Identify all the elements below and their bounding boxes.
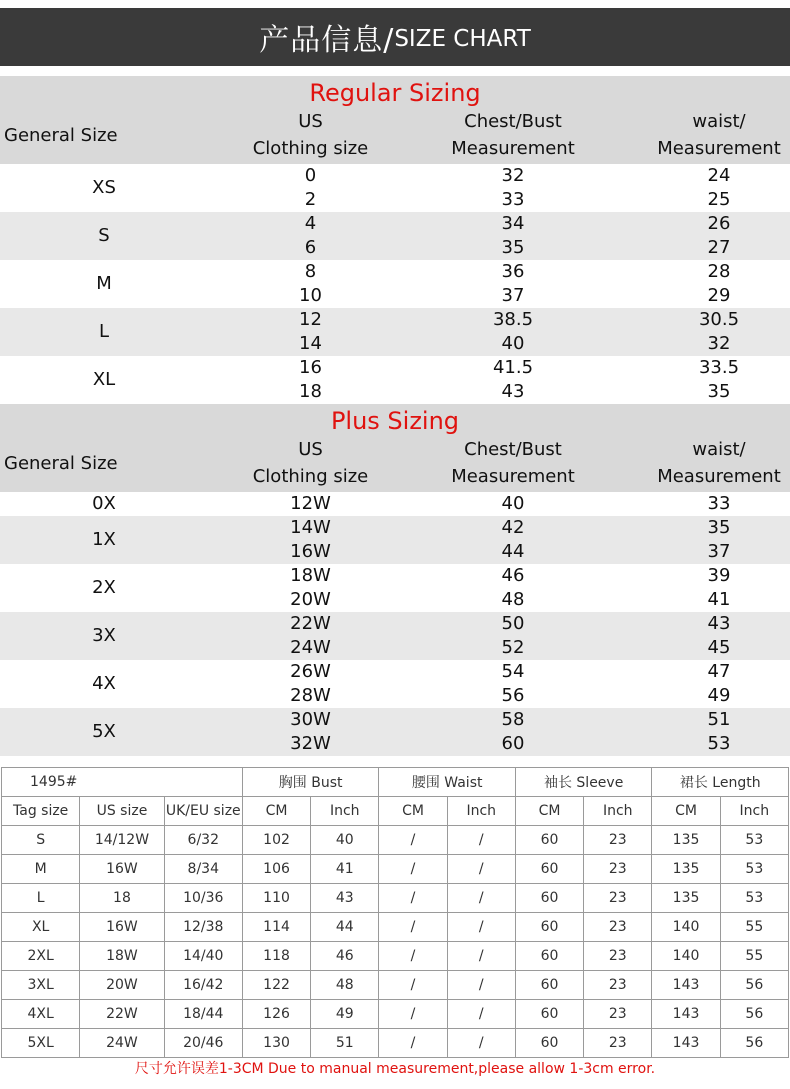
- header-waist-measurement: Measurement: [657, 138, 781, 159]
- table-cell: 106: [242, 855, 310, 884]
- table-cell: /: [379, 942, 447, 971]
- us-size-cell: 12: [299, 309, 322, 330]
- general-size-label: S: [98, 225, 110, 246]
- table-cell: 20W: [80, 971, 164, 1000]
- table-cell: L: [2, 884, 80, 913]
- waist-cell: 49: [707, 685, 731, 706]
- table-cell: /: [447, 855, 515, 884]
- table-cell: 60: [515, 913, 583, 942]
- table-row: [2, 826, 789, 855]
- table-row: [2, 855, 789, 884]
- chest-cell: 56: [501, 685, 525, 706]
- table-cell: 130: [242, 1029, 310, 1058]
- table-cell: /: [379, 1029, 447, 1058]
- column-header: CM: [379, 797, 447, 826]
- table-cell: 23: [584, 855, 652, 884]
- table-cell: 53: [720, 855, 788, 884]
- table-cell: 3XL: [2, 971, 80, 1000]
- table-cell: 55: [720, 942, 788, 971]
- table-cell: 60: [515, 971, 583, 1000]
- table-cell: /: [379, 971, 447, 1000]
- table-cell: /: [447, 913, 515, 942]
- waist-cell: 41: [707, 589, 731, 610]
- us-size-cell: 10: [299, 285, 322, 306]
- group-sleeve: 袖长 Sleeve: [515, 768, 652, 797]
- measurement-group-header-row: [2, 768, 789, 797]
- measurement-table: [1, 767, 789, 1058]
- table-cell: 23: [584, 826, 652, 855]
- us-size-cell: 6: [304, 237, 317, 258]
- table-cell: /: [379, 855, 447, 884]
- table-cell: 22W: [80, 1000, 164, 1029]
- chest-cell: 43: [501, 381, 525, 402]
- table-cell: 126: [242, 1000, 310, 1029]
- table-cell: 110: [242, 884, 310, 913]
- waist-cell: 37: [707, 541, 731, 562]
- waist-cell: 33: [707, 493, 731, 514]
- waist-cell: 25: [707, 189, 731, 210]
- header-us: US: [298, 439, 323, 460]
- column-header: Inch: [447, 797, 515, 826]
- regular-sizing-title: Regular Sizing: [0, 76, 790, 108]
- table-cell: 8/34: [164, 855, 242, 884]
- chest-cell: 36: [501, 261, 525, 282]
- table-cell: 23: [584, 884, 652, 913]
- header-chest-bust: Chest/Bust: [464, 111, 562, 132]
- chest-cell: 52: [501, 637, 525, 658]
- us-size-cell: 16: [299, 357, 322, 378]
- table-cell: 143: [652, 1029, 720, 1058]
- column-header: Inch: [720, 797, 788, 826]
- general-size-label: 3X: [92, 625, 116, 646]
- table-row: [2, 1029, 789, 1058]
- table-cell: 14/40: [164, 942, 242, 971]
- chest-cell: 58: [501, 709, 525, 730]
- general-size-label: 1X: [92, 529, 116, 550]
- table-cell: 5XL: [2, 1029, 80, 1058]
- table-cell: 122: [242, 971, 310, 1000]
- table-cell: 60: [515, 1029, 583, 1058]
- table-row: [2, 1000, 789, 1029]
- chest-cell: 50: [501, 613, 525, 634]
- chest-cell: 54: [501, 661, 525, 682]
- waist-cell: 39: [707, 565, 731, 586]
- table-cell: /: [447, 884, 515, 913]
- waist-cell: 45: [707, 637, 731, 658]
- table-cell: 14/12W: [80, 826, 164, 855]
- table-cell: /: [447, 942, 515, 971]
- table-cell: 23: [584, 1000, 652, 1029]
- us-size-cell: 26W: [290, 661, 331, 682]
- table-cell: 16/42: [164, 971, 242, 1000]
- chest-cell: 32: [501, 165, 525, 186]
- chest-cell: 35: [501, 237, 525, 258]
- header-waist-measurement: Measurement: [657, 466, 781, 487]
- table-cell: /: [447, 1029, 515, 1058]
- table-cell: M: [2, 855, 80, 884]
- table-cell: 56: [720, 971, 788, 1000]
- waist-cell: 29: [707, 285, 731, 306]
- model-number: 1495#: [2, 768, 243, 797]
- chest-cell: 42: [501, 517, 525, 538]
- column-header: CM: [242, 797, 310, 826]
- group-waist: 腰围 Waist: [379, 768, 516, 797]
- plus-sizing-title: Plus Sizing: [0, 404, 790, 436]
- chest-cell: 60: [501, 733, 525, 754]
- chest-cell: 40: [501, 333, 525, 354]
- table-cell: 55: [720, 913, 788, 942]
- table-cell: /: [379, 826, 447, 855]
- table-cell: 20/46: [164, 1029, 242, 1058]
- header-us: US: [298, 111, 323, 132]
- table-cell: 18/44: [164, 1000, 242, 1029]
- table-cell: 56: [720, 1000, 788, 1029]
- general-size-label: 4X: [92, 673, 116, 694]
- table-cell: 4XL: [2, 1000, 80, 1029]
- table-cell: 143: [652, 1000, 720, 1029]
- table-cell: 18W: [80, 942, 164, 971]
- column-header: CM: [652, 797, 720, 826]
- table-cell: 140: [652, 942, 720, 971]
- general-size-label: 5X: [92, 721, 116, 742]
- header-title-cn: 产品信息/: [259, 23, 395, 58]
- us-size-cell: 22W: [290, 613, 331, 634]
- table-cell: /: [379, 913, 447, 942]
- waist-cell: 27: [707, 237, 731, 258]
- waist-cell: 30.5: [698, 309, 740, 330]
- table-cell: /: [447, 971, 515, 1000]
- table-row: [2, 942, 789, 971]
- table-cell: 53: [720, 826, 788, 855]
- waist-cell: 43: [707, 613, 731, 634]
- waist-cell: 24: [707, 165, 731, 186]
- table-cell: 41: [311, 855, 379, 884]
- column-header: Inch: [584, 797, 652, 826]
- table-cell: 10/36: [164, 884, 242, 913]
- us-size-cell: 18W: [290, 565, 331, 586]
- table-cell: 44: [311, 913, 379, 942]
- table-cell: 53: [720, 884, 788, 913]
- column-header: CM: [515, 797, 583, 826]
- header-waist: waist/: [692, 439, 746, 460]
- table-cell: 51: [311, 1029, 379, 1058]
- us-size-cell: 14W: [290, 517, 331, 538]
- table-cell: 143: [652, 971, 720, 1000]
- waist-cell: 33.5: [698, 357, 740, 378]
- chest-cell: 44: [501, 541, 525, 562]
- us-size-cell: 12W: [290, 493, 331, 514]
- waist-cell: 32: [707, 333, 731, 354]
- header-title-en: SIZE CHART: [394, 26, 531, 52]
- table-row: [2, 884, 789, 913]
- header-general-size: General Size: [4, 125, 118, 146]
- chest-cell: 48: [501, 589, 525, 610]
- waist-cell: 53: [707, 733, 731, 754]
- chest-cell: 37: [501, 285, 525, 306]
- us-size-cell: 0: [304, 165, 317, 186]
- measurement-subheader-row: [2, 797, 789, 826]
- general-size-label: L: [98, 321, 110, 342]
- chest-cell: 41.5: [492, 357, 534, 378]
- table-row: [2, 971, 789, 1000]
- waist-cell: 26: [707, 213, 731, 234]
- table-cell: /: [447, 1000, 515, 1029]
- table-cell: 60: [515, 855, 583, 884]
- table-cell: XL: [2, 913, 80, 942]
- waist-cell: 35: [707, 381, 731, 402]
- waist-cell: 47: [707, 661, 731, 682]
- header-clothing-size: Clothing size: [252, 466, 369, 487]
- table-cell: 24W: [80, 1029, 164, 1058]
- table-cell: 2XL: [2, 942, 80, 971]
- table-cell: 135: [652, 884, 720, 913]
- chest-cell: 34: [501, 213, 525, 234]
- table-cell: 102: [242, 826, 310, 855]
- us-size-cell: 18: [299, 381, 322, 402]
- table-cell: 16W: [80, 855, 164, 884]
- table-cell: 23: [584, 913, 652, 942]
- us-size-cell: 28W: [290, 685, 331, 706]
- general-size-label: 0X: [92, 493, 116, 514]
- table-cell: 49: [311, 1000, 379, 1029]
- us-size-cell: 32W: [290, 733, 331, 754]
- table-cell: 135: [652, 855, 720, 884]
- waist-cell: 51: [707, 709, 731, 730]
- chest-cell: 46: [501, 565, 525, 586]
- header-general-size: General Size: [4, 453, 118, 474]
- us-size-cell: 20W: [290, 589, 331, 610]
- group-bust: 胸围 Bust: [242, 768, 379, 797]
- table-cell: S: [2, 826, 80, 855]
- table-cell: 6/32: [164, 826, 242, 855]
- table-cell: 23: [584, 971, 652, 1000]
- chest-cell: 38.5: [492, 309, 534, 330]
- table-cell: 60: [515, 942, 583, 971]
- table-cell: 16W: [80, 913, 164, 942]
- measurement-note: 尺寸允许误差1-3CM Due to manual measurement,please allow 1-3cm error.: [134, 1061, 656, 1077]
- us-size-cell: 24W: [290, 637, 331, 658]
- general-size-label: XL: [92, 369, 116, 390]
- us-size-cell: 4: [304, 213, 317, 234]
- group-length: 裙长 Length: [652, 768, 789, 797]
- general-size-label: XS: [92, 177, 116, 198]
- waist-cell: 35: [707, 517, 731, 538]
- table-cell: 48: [311, 971, 379, 1000]
- table-cell: 114: [242, 913, 310, 942]
- column-header: UK/EU size: [164, 797, 242, 826]
- column-header: Tag size: [2, 797, 80, 826]
- table-cell: 12/38: [164, 913, 242, 942]
- us-size-cell: 16W: [290, 541, 331, 562]
- table-cell: 60: [515, 826, 583, 855]
- general-size-label: 2X: [92, 577, 116, 598]
- column-header: Inch: [311, 797, 379, 826]
- table-row: [2, 913, 789, 942]
- waist-cell: 28: [707, 261, 731, 282]
- column-header: US size: [80, 797, 164, 826]
- table-cell: 60: [515, 884, 583, 913]
- general-size-label: M: [96, 273, 112, 294]
- us-size-cell: 14: [299, 333, 322, 354]
- chest-cell: 40: [501, 493, 525, 514]
- table-cell: 23: [584, 942, 652, 971]
- table-cell: 46: [311, 942, 379, 971]
- header-waist: waist/: [692, 111, 746, 132]
- size-chart-header: [0, 8, 790, 66]
- table-cell: 60: [515, 1000, 583, 1029]
- header-chest-measurement: Measurement: [451, 466, 575, 487]
- chest-cell: 33: [501, 189, 525, 210]
- table-cell: /: [447, 826, 515, 855]
- table-cell: /: [379, 884, 447, 913]
- header-clothing-size: Clothing size: [252, 138, 369, 159]
- us-size-cell: 30W: [290, 709, 331, 730]
- header-chest-measurement: Measurement: [451, 138, 575, 159]
- us-size-cell: 2: [304, 189, 317, 210]
- table-cell: 56: [720, 1029, 788, 1058]
- regular-header-row: [0, 108, 790, 164]
- header-chest-bust: Chest/Bust: [464, 439, 562, 460]
- table-cell: 23: [584, 1029, 652, 1058]
- table-cell: 18: [80, 884, 164, 913]
- table-cell: 40: [311, 826, 379, 855]
- plus-header-row: [0, 436, 790, 492]
- table-cell: /: [379, 1000, 447, 1029]
- us-size-cell: 8: [304, 261, 317, 282]
- table-cell: 118: [242, 942, 310, 971]
- table-cell: 140: [652, 913, 720, 942]
- table-cell: 43: [311, 884, 379, 913]
- table-cell: 135: [652, 826, 720, 855]
